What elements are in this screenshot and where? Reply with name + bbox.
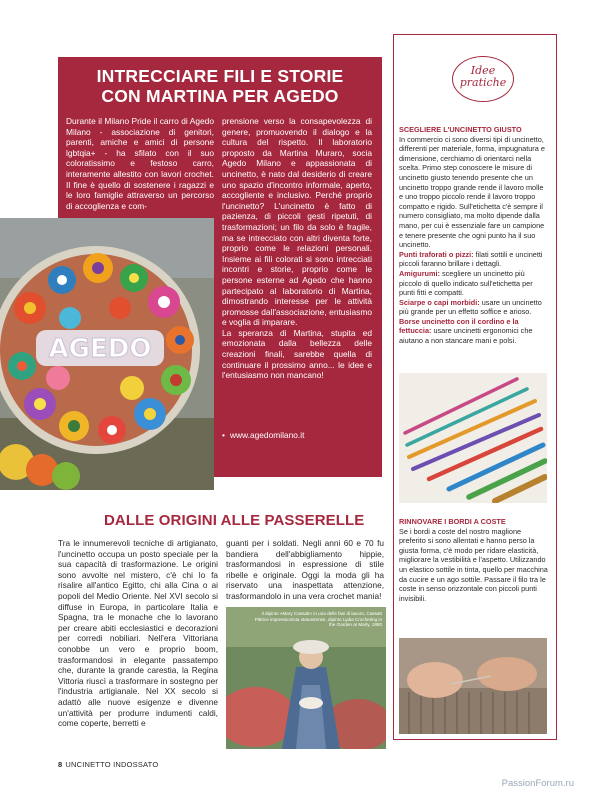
crochet-flowers-illustration	[0, 218, 214, 490]
tip-item	[399, 317, 549, 346]
article-paragraph: prensione verso la consapevolezza di genere, promuovendo il dialogo e la cultura del rispetto. Il laboratorio proposto da Martina Muraro, socia Agedo Milano e appassionata di uncinetto, è nato dal desiderio di creare uno spazio d'incontro informale, aperto, accogliente e inclusivo. Perché proprio l'uncinetto? L'uncinetto è fatto di pazienza, di piccoli gesti ripetuti, di trasformazioni; un filo da solo è fragile, ma se intrecciato con altri diventa forte, proprio come le relazioni personali. Insieme ai fili colorati si sono intrecciati incontri e storie, proprio come le persone esterne ad Agedo che hanno partecipato al laboratorio di Martina, dimostrando interesse per le attività promosse dall'associazione, entusiasmo e voglia di imparare.	[222, 116, 372, 328]
section-title: DALLE ORIGINI ALLE PASSERELLE	[104, 512, 365, 529]
tip-key: Borse uncinetto con il cordino e la fettuccia:	[399, 316, 519, 336]
bullet-icon: •	[222, 430, 225, 440]
article-column-right	[222, 116, 372, 381]
cassatt-painting-image	[226, 607, 386, 749]
history-paragraph: guanti per i soldati. Negli anni 60 e 70 fu bandiera dell'abbigliamento hippie, trasformandosi in espressione di stile ribelle e originale. Oggi la moda gli ha riservato una inaspettata attenzione, trasformandolo in una vera crochet mania!	[226, 538, 384, 601]
crochet-hooks-illustration	[399, 373, 547, 503]
magazine-name: UNCINETTO INDOSSATO	[65, 760, 159, 769]
watermark: PassionForum.ru	[501, 778, 574, 789]
hook-selection-section	[399, 125, 549, 346]
website-link-text[interactable]: www.agedomilano.it	[229, 430, 305, 440]
website-link[interactable]	[222, 430, 304, 440]
tip-item	[399, 250, 549, 269]
article-column-left	[66, 116, 214, 211]
ribbed-edges-section	[399, 517, 549, 603]
badge-line-1: Idee	[470, 64, 496, 77]
article-title-line-1: INTRECCIARE FILI E STORIE	[96, 66, 344, 86]
painting-caption: Il dipinto «Mary Cassatt» in una delle fasi di lavoro, Cassatt Pittrice impressionista statunitense, dipinto Lydia Crocheting in the Garden at Marly, 1880	[254, 611, 382, 628]
tip-item	[399, 269, 549, 298]
article-title-line-2: CON MARTINA PER AGEDO	[101, 86, 339, 106]
section-intro: In commercio ci sono diversi tipi di uncinetto, differenti per materiale, forma, impugnatura e dimensione, cerchiamo di orientarci nella scelta. Primo step conoscere le misure di uncinetto giusto tenendo presente che un uncinetto troppo grande rende il lavoro molle e uno troppo piccolo rende il lavoro troppo compatto e rigido. Sull'etichetta c'è sempre il numero consigliato, ma molto dipende dalla mano, per cui è essenziale fare un campione e tenere presente che ogni punto ha il suo uncinetto.	[399, 134, 545, 250]
crochet-flowers-photo	[0, 218, 214, 490]
tip-key: Sciarpe o capi morbidi:	[399, 297, 480, 307]
section-heading: SCEGLIERE L'UNCINETTO GIUSTO	[399, 125, 522, 134]
tip-key: Amigurumi:	[399, 268, 440, 278]
knitting-hands-illustration	[399, 638, 547, 734]
tip-item	[399, 298, 549, 317]
page-number: 8	[58, 760, 63, 769]
tip-text: scegliere un uncinetto più piccolo di quello indicato sull'etichetta per punti fitti e compatti.	[399, 268, 533, 298]
practical-ideas-badge	[452, 56, 514, 102]
tip-text: usare un uncinetto più grande per un effetto soffice e arioso.	[399, 297, 542, 317]
crochet-hooks-photo	[399, 373, 547, 503]
section-heading: RINNOVARE I BORDI A COSTE	[399, 517, 506, 526]
article-title	[58, 66, 382, 106]
section-text: Se i bordi a coste del nostro maglione preferito si sono allentati e hanno perso la giusta forma, c'è modo per ridare elasticità, migliorare la vestibilità e l'aspetto. Utilizzando un elastico sottile in tinta, quello per macchina da cucire e un ago sottile. Passare il filo tra le coste in senso orizzontale con piccoli punti invisibili.	[399, 526, 548, 603]
history-paragraph: Tra le innumerevoli tecniche di artigianato, l'uncinetto occupa un posto speciale per la sua capacità di trasformazione. Le origini sono avvolte nel mistero, c'è chi lo fa risalire all'antico Egitto, chi alla Cina o ai popoli del Medio Oriente. Nel XVI secolo si diffuse in Europa, in particolare Italia e Spagna, tra le monache che lo lavorano per creare abiti ecclesiastici e decorazioni per corredi nobiliari. Nell'era Vittoriana conobbe un vero e proprio boom, trasformandosi in elegante passatempo che, durante la grande carestia, la Regina Vittoria riuscì a trasformare in sostegno per l'industria artigianale. Nel XX secolo si adattò alle nuove esigenze e divenne un'attività per produrre indumenti caldi, come coperte, berretti e	[58, 538, 218, 729]
knitting-hands-photo	[399, 638, 547, 734]
tip-text: filati sottili e uncinetti piccoli faranno brillare i dettagli.	[399, 249, 543, 269]
painting-illustration	[226, 607, 386, 749]
history-column-left	[58, 538, 218, 729]
article-paragraph: La speranza di Martina, stupita ed emozionata dalla bellezza delle creazioni finali, sarebbe quella di continuare il prossimo anno... le idee e l'entusiasmo non mancano!	[222, 327, 372, 381]
badge-line-2: pratiche	[459, 76, 507, 89]
crochet-sign-text: AGEDO	[48, 334, 152, 364]
page-footer	[58, 760, 158, 769]
tip-text: usare uncinetti ergonomici che aiutano a non stancare mani e polsi.	[399, 326, 533, 346]
article-paragraph: Durante il Milano Pride il carro di Agedo Milano - associazione di genitori, parenti, amiche e amici di persone lgbtqia+ - ha sfilato con il suo coloratissimo e festoso carro, interamente allestito con lavori crochet. Il fine è quello di sostenere i ragazzi e le loro famiglie attraverso un percorso di accoglienza e com-	[66, 116, 214, 211]
tip-key: Punti traforati o pizzi:	[399, 249, 474, 259]
history-column-middle	[226, 538, 384, 602]
